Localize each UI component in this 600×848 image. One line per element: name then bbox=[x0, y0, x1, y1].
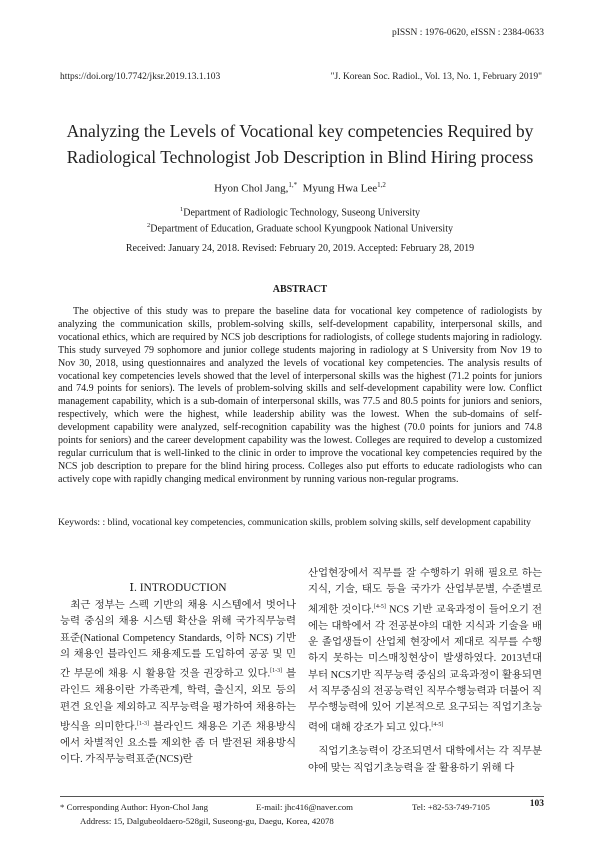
author-2: Myung Hwa Lee bbox=[302, 182, 378, 195]
page-number: 103 bbox=[529, 799, 544, 809]
author-list bbox=[0, 181, 600, 195]
right-paragraph-1 bbox=[308, 566, 542, 736]
left-text-a: 최근 정부는 스펙 기반의 채용 시스템에서 벗어나 능력 중심의 채용 시스템 확산을 위해 국가직무능력표준(National Competency Standards, 이하 NCS) 기반의 채용인 블라인드 채용제도를 도입하여 공공 및 민간 부문에 채용 시 활용할 것을 권장하고 있다. bbox=[60, 600, 296, 680]
author-1-affiliation: 1,* bbox=[288, 181, 298, 189]
citation-ref: [4-5] bbox=[373, 603, 386, 610]
received-dates: Received: January 24, 2018. Revised: February 20, 2019. Accepted: February 28, 2019 bbox=[125, 243, 475, 254]
author-email[interactable]: E-mail: jhc416@naver.com bbox=[256, 802, 354, 812]
affiliation-2-text: Department of Education, Graduate school Kyungpook National University bbox=[150, 223, 453, 235]
author-1: Hyon Chol Jang, bbox=[214, 182, 289, 195]
affiliation-1-mark: 1 bbox=[179, 206, 184, 213]
abstract-text: The objective of this study was to prepare the baseline data for vocational key competence of radiologists by analyzing the communication skills, problem-solving skills, self-development capability, interpersonal skills, and vocational ethics, which are required by NCS job descriptions for radiologists, of college students majoring in radiology. This study surveyed 79 sophomore and junior college students majoring in radiology at S University from Nov 19 to Nov 30, 2018, using questionnaires and analyzed the levels of vocational key competencies. The analysis results of vocational key competencies levels showed that the level of interpersonal skills was the highest (71.2 points for juniors and 74.9 points for seniors). The levels of problem-solving skills and self-development capability were low. Conflict management capability, which is a sub-domain of interpersonal skills, was 77.5 and 80.5 points for juniors and seniors, respectively, which were the highest, while leadership ability was the lowest. When the sub-domains of self-development capability were analyzed, self-recognition capability was the highest (70.0 points for juniors and 74.8 points for seniors) and the career development capability was the lowest. Colleges are required to develop a customized regular curriculum that is well-linked to the clinic in order to improve the vocational key competencies required by the NCS job description to prepare for the blind hiring process. Colleges also put efforts to educate radiologists who can actively cope with rapidly changing medical environment by running various non-regular programs. bbox=[58, 306, 542, 485]
doi-link[interactable]: https://doi.org/10.7742/jksr.2019.13.1.103 bbox=[60, 72, 221, 82]
left-text-b: 블라인드 채용이란 가족관계, 학력, 출신지, 외모 등의 편견 요인을 제외하고 직무능력을 평가하여 채용하는 방식을 의미한다. bbox=[60, 668, 296, 733]
right-text-a: 산업현장에서 직무를 잘 수행하기 위해 필요로 하는 지식, 기술, 태도 등을 국가가 산업부문별, 수준별로 체계한 것이다. bbox=[308, 568, 542, 616]
citation-ref: [1-3] bbox=[270, 668, 283, 675]
right-paragraph-2: 직업기초능력이 강조되면서 대학에서는 각 직무분야에 맞는 직업기초능력을 잘 활용하기 위해 다 bbox=[308, 746, 542, 774]
journal-citation: "J. Korean Soc. Radiol., Vol. 13, No. 1, February 2019" bbox=[330, 72, 542, 82]
citation-ref: [1-3] bbox=[137, 720, 149, 727]
corresponding-author: * Corresponding Author: Hyon-Chol Jang bbox=[60, 802, 209, 812]
affiliation-1-text: Department of Radiologic Technology, Suseong University bbox=[183, 207, 420, 219]
affiliation-1 bbox=[0, 206, 600, 218]
corresponding-author-footnote bbox=[60, 802, 540, 812]
body-column-left bbox=[60, 598, 296, 768]
body-column-right bbox=[308, 566, 542, 777]
paper-title bbox=[40, 118, 560, 170]
keywords: Keywords: : blind, vocational key competencies, communication skills, problem solving skills, self development capability bbox=[58, 517, 531, 528]
left-text-c: 블라인드 채용은 기존 채용방식에서 차별적인 요소를 제외한 좀 더 발전된 채용방식이다. 가직무능력표준(NCS)란 bbox=[60, 721, 296, 766]
author-tel: Tel: +82-53-749-7105 bbox=[412, 802, 490, 812]
affiliation-2 bbox=[0, 222, 600, 234]
affiliation-2-mark: 2 bbox=[147, 222, 151, 229]
section-heading-introduction: Ⅰ. INTRODUCTION bbox=[129, 582, 227, 594]
abstract-heading: ABSTRACT bbox=[272, 284, 328, 295]
citation-ref: [4-5] bbox=[431, 721, 444, 728]
right-text-b: NCS 기반 교육과정이 들어오기 전에는 대학에서 각 전공분야의 대한 지식과 기술을 배운 졸업생들이 산업체 현장에서 제대로 직무를 수행하지 못하는 미스매칭현상이 발생하였다. 2013년대부터 NCS기반 직무능력 중심의 교육과정이 활용되면서 직무중심의 전공능력인 직무수행능력과 더불어 직무수행능력에 있어 기본적으로 요구되는 직업기초능력에 대해 강조가 되고 있다. bbox=[308, 604, 542, 734]
footnote-divider bbox=[60, 796, 544, 797]
issn-info: pISSN : 1976-0620, eISSN : 2384-0633 bbox=[391, 28, 544, 38]
title-line-1: Analyzing the Levels of Vocational key competencies Required by bbox=[66, 121, 534, 141]
title-line-2: Radiological Technologist Job Description in Blind Hiring process bbox=[66, 147, 534, 167]
author-address: Address: 15, Dalgubeoldaero-528gil, Suseong-gu, Daegu, Korea, 42078 bbox=[80, 816, 334, 826]
author-2-affiliation: 1,2 bbox=[377, 181, 386, 189]
